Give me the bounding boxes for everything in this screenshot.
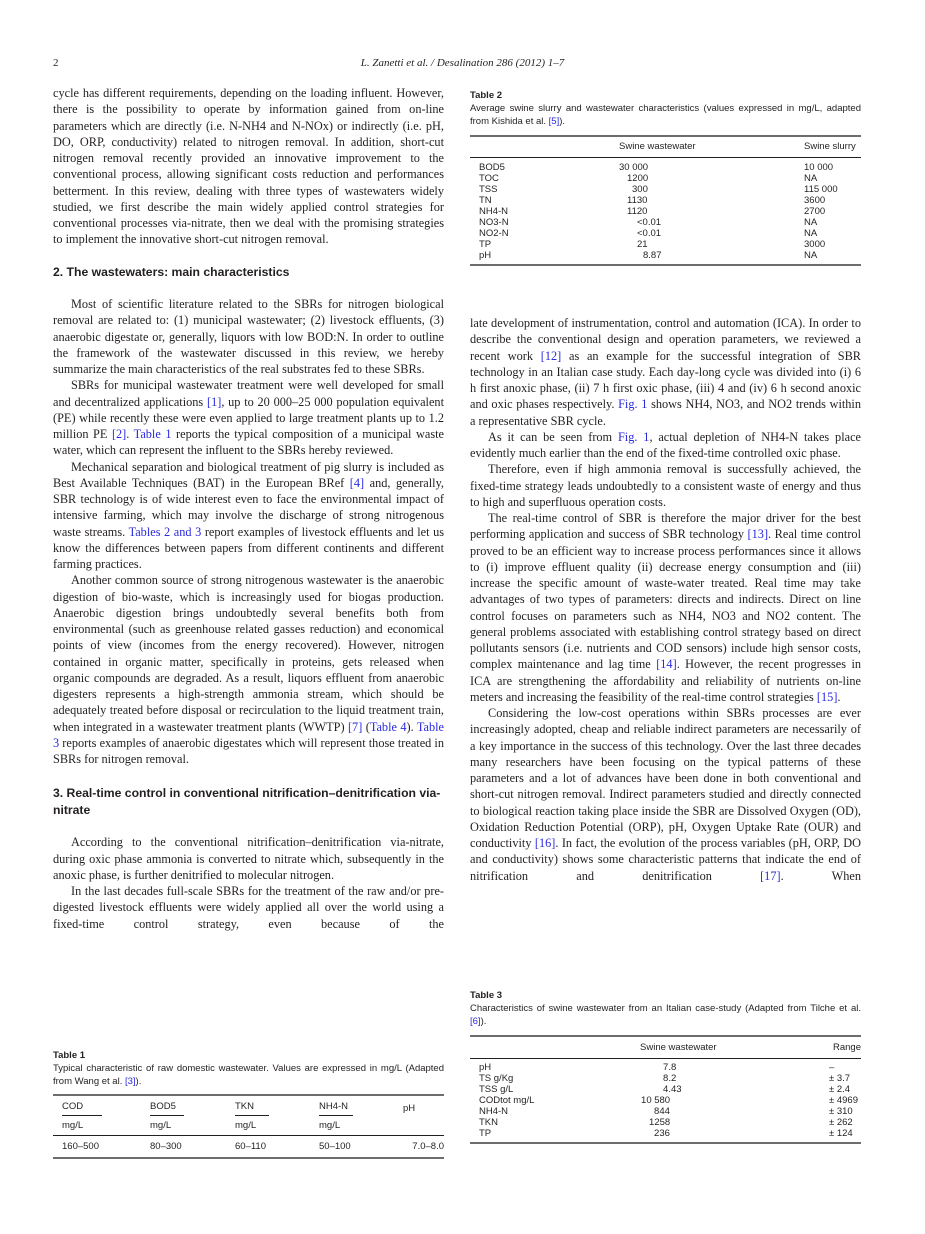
table-1-value: 7.0–8.0 bbox=[412, 1141, 444, 1152]
text: ( bbox=[362, 719, 370, 734]
table-1-unit: mg/L bbox=[150, 1120, 172, 1131]
param: TS g/Kg bbox=[479, 1073, 514, 1084]
slurry-value: NA bbox=[804, 228, 818, 239]
param: BOD5 bbox=[479, 162, 505, 173]
right-paragraph-3: Therefore, even if high ammonia removal is successfully achieved, the fixed-time strategy leads undoubtedly to a consistent waste of energy and thus to high and superfluous operation costs. bbox=[470, 462, 861, 509]
table-link[interactable]: Tables 2 and 3 bbox=[128, 524, 202, 539]
text: ). bbox=[480, 1016, 487, 1027]
param: NH4-N bbox=[479, 1106, 509, 1117]
wastewater-value: 4.43 bbox=[663, 1084, 682, 1095]
table-3-header: Range bbox=[833, 1042, 861, 1053]
section-2-paragraph-4 bbox=[53, 572, 444, 767]
citation-link[interactable]: [17] bbox=[760, 868, 781, 883]
text: Mechanical separation and biological treatment of pig slurry is included as Best Available Techniques (BAT) in the European BRef bbox=[53, 459, 444, 490]
table-1-value: 50–100 bbox=[319, 1141, 351, 1152]
text: Characteristics of swine wastewater from an Italian case-study (Adapted from Tilche et al. bbox=[470, 1003, 861, 1014]
table-3-grid bbox=[470, 1035, 861, 1144]
table-1-header: COD bbox=[62, 1101, 102, 1116]
table-3 bbox=[470, 990, 861, 1144]
text: The real-time control of SBR is therefore the major driver for the best performing application and success of SBR technology bbox=[470, 511, 861, 542]
param: TP bbox=[479, 1128, 492, 1139]
range-value: ± 310 bbox=[829, 1106, 853, 1117]
running-head: L. Zanetti et al. / Desalination 286 (2012) 1–7 bbox=[360, 57, 565, 69]
table-1-header: pH bbox=[403, 1103, 416, 1114]
text: late development of instrumentation, control and automation (ICA). In order to describe the conventional design and operation parameters, we reviewed a recent work bbox=[470, 316, 861, 363]
figure-link[interactable]: Fig. 1 bbox=[617, 429, 650, 444]
table-link[interactable]: Table 3 bbox=[53, 719, 445, 750]
table-1-title: Table 1 bbox=[53, 1050, 86, 1061]
slurry-value: 115 000 bbox=[804, 184, 838, 195]
citation-link[interactable]: [13] bbox=[747, 527, 769, 542]
param: TSS bbox=[479, 184, 498, 195]
param: NH4-N bbox=[479, 206, 509, 217]
right-paragraph-5 bbox=[470, 705, 861, 884]
text: Typical characteristic of raw domestic wastewater. Values are expressed in mg/L (Adapted from Wang et al. bbox=[53, 1063, 444, 1087]
text: Average swine slurry and wastewater characteristics (values expressed in mg/L, adapted from Kishida et al. bbox=[470, 103, 861, 127]
table-row bbox=[470, 173, 861, 184]
section-2-paragraph-3 bbox=[53, 459, 444, 573]
table-1 bbox=[53, 1050, 444, 1159]
table-3-title: Table 3 bbox=[470, 990, 503, 1001]
table-row bbox=[470, 184, 861, 195]
range-value: ± 4969 bbox=[829, 1095, 858, 1106]
page-number: 2 bbox=[53, 57, 59, 69]
section-3-paragraph-2: In the last decades full-scale SBRs for the treatment of the raw and/or pre-digested livestock effluents were widely applied all over the world using a fixed-time control strategy, even because of the bbox=[53, 884, 444, 931]
table-3-header bbox=[470, 1036, 624, 1059]
text: ). bbox=[406, 719, 417, 734]
citation-link[interactable]: [7] bbox=[347, 719, 363, 734]
text: Considering the low-cost operations within SBRs processes are ever increasingly adopted, cheap and reliable indirect parameters are necessarily of a key importance in the success of this technology. Over the last three decades many researchers have been focusing on the typical patterns of these parameters and a lot of advances have been done in both conventional and short-cut nitrogen removal. Indirect parameters studied and directly connected to biological reaction taking place inside the SBR are Dissolved Oxygen (OD), Oxidation Reduction Potential (ORP), pH, Oxygen Uptake Rate (OUR) and conductivity bbox=[470, 706, 861, 850]
section-3-heading: 3. Real-time control in conventional nitrification–denitrification via-nitrate bbox=[53, 786, 441, 817]
text: . When bbox=[780, 868, 861, 883]
citation-link[interactable]: [6] bbox=[470, 1016, 481, 1027]
citation-link[interactable]: [2] bbox=[111, 427, 127, 441]
section-2-heading: 2. The wastewaters: main characteristics bbox=[53, 264, 290, 279]
intro-paragraph: cycle has different requirements, depending on the loading influent. However, there is the possibility to operate by information gained from on-line parameters which are directly (i.e. N-NH4 and N-NOx) or indirectly (i.e. pH, DO, ORP, conductivity) related to nitrogen removal. In addition, short-cut nitrogen removal recently provided an innovative improvement to the conventional process, allowing significant costs reduction and performances betterment. In this review, dealing with three types of wastewaters widely studied, we first describe the main widely applied control strategies for conventional processes via-nitrate, then we deal with the promising strategies to implement the innovative short-cut nitrogen removal. bbox=[53, 86, 444, 247]
table-row bbox=[470, 1106, 861, 1117]
citation-link[interactable]: [16] bbox=[534, 836, 556, 850]
citation-link[interactable]: [3] bbox=[124, 1076, 136, 1087]
wastewater-value: 8.87 bbox=[643, 250, 662, 261]
table-1-value: 60–110 bbox=[235, 1141, 266, 1152]
param: TKN bbox=[479, 1117, 498, 1128]
text: reports examples of anaerobic digestates which will represent those treated in SBRs for nitrogen removal. bbox=[53, 735, 444, 766]
range-value: ± 2.4 bbox=[829, 1084, 851, 1095]
table-1-header: BOD5 bbox=[150, 1101, 184, 1116]
table-row bbox=[470, 1117, 861, 1128]
param: TN bbox=[479, 195, 492, 206]
table-2 bbox=[470, 90, 861, 266]
wastewater-value: 8.2 bbox=[663, 1073, 677, 1084]
slurry-value: NA bbox=[804, 250, 818, 261]
range-value: – bbox=[829, 1062, 835, 1073]
table-row bbox=[470, 1084, 861, 1095]
citation-link[interactable]: [12] bbox=[540, 348, 562, 363]
text: . Real time control proved to be an efficient way to increase process performances since it allows to (i) improve effluent quality (ii) decrease energy consumption and (iii) increase the specific amount of waste-water treated. Real time may take advantages of two types of parameters: directs and indirects. Direct on line control focuses on parameters such as NH4, NO3 and NO2 content. The general problems associated with establishing control strategy based on direct pollutants sensors (i.e. nutrients and COD sensors) include high sensor costs, complex maintenance and lag time bbox=[470, 527, 861, 672]
citation-link[interactable]: [14] bbox=[656, 657, 677, 672]
text: ). bbox=[559, 116, 566, 127]
wastewater-value: 7.8 bbox=[663, 1062, 677, 1073]
table-1-unit: mg/L bbox=[319, 1120, 341, 1131]
table-row bbox=[470, 217, 861, 228]
text: and, generally, SBR technology is of wide interest even to face the environmental impact of intensive farming, which may involve the discharge of strong nitrogenous waste streams. bbox=[53, 475, 444, 539]
text: As it can be seen from bbox=[488, 429, 618, 444]
text: SBRs for municipal wastewater treatment were well developed for small and decentralized applications bbox=[53, 378, 444, 409]
param: NO3-N bbox=[479, 217, 509, 228]
citation-link[interactable]: [5] bbox=[548, 116, 560, 127]
slurry-value: NA bbox=[804, 217, 818, 228]
wastewater-value: 300 bbox=[632, 184, 648, 195]
slurry-value: NA bbox=[804, 173, 818, 184]
table-1-value: 80–300 bbox=[150, 1141, 182, 1152]
table-row bbox=[470, 239, 861, 250]
slurry-value: 3000 bbox=[804, 239, 826, 250]
param: NO2-N bbox=[479, 228, 509, 239]
citation-link[interactable]: [1] bbox=[206, 394, 222, 409]
table-2-header: Swine wastewater bbox=[619, 141, 696, 152]
text: . bbox=[126, 427, 134, 441]
param: pH bbox=[479, 1062, 492, 1073]
citation-link[interactable]: [15] bbox=[816, 689, 838, 704]
table-row bbox=[470, 1095, 861, 1106]
text: shows NH4, NO3, and NO2 trends within a representative SBR cycle. bbox=[470, 397, 861, 428]
param: TSS g/L bbox=[479, 1084, 514, 1095]
table-1-header: NH4-N bbox=[319, 1101, 353, 1116]
table-row bbox=[470, 162, 861, 173]
table-row bbox=[470, 228, 861, 239]
table-row bbox=[470, 1062, 861, 1073]
section-2-paragraph-1: Most of scientific literature related to the SBRs for nitrogen biological removal are related to: (1) municipal wastewater; (2) livestock effluents, (3) anaerobic digestate or, generally, liquors with low BOD:N. In order to outline the framework of the wastewater discussed in this review, we hereby summarize the main characteristics of the real substrates fed to these SBRs. bbox=[53, 297, 444, 376]
table-1-grid bbox=[53, 1094, 444, 1159]
slurry-value: 3600 bbox=[804, 195, 826, 206]
figure-link[interactable]: Fig. 1 bbox=[618, 397, 648, 412]
table-1-unit bbox=[403, 1116, 444, 1136]
table-3-caption bbox=[470, 1002, 861, 1028]
text: report examples of livestock effluents and let us know the differences between papers from different continents and different farming practices. bbox=[53, 524, 445, 571]
range-value: ± 262 bbox=[829, 1117, 853, 1128]
wastewater-value: 844 bbox=[654, 1106, 670, 1117]
table-1-caption bbox=[53, 1062, 444, 1088]
section-3-paragraph-1: According to the conventional nitrification–denitrification via-nitrate, during oxic phase ammonia is converted to nitrate which, subsequently in the anoxic phase, is further denitrified to molecular nitrogen. bbox=[53, 835, 444, 882]
left-column bbox=[53, 85, 444, 932]
wastewater-value: 1200 bbox=[627, 173, 649, 184]
wastewater-value: 10 580 bbox=[641, 1095, 671, 1106]
table-row bbox=[470, 250, 861, 265]
wastewater-value: 236 bbox=[654, 1128, 670, 1139]
table-2-grid bbox=[470, 135, 861, 266]
table-link[interactable]: Table 1 bbox=[133, 427, 172, 441]
table-2-title: Table 2 bbox=[470, 90, 503, 101]
table-row bbox=[470, 206, 861, 217]
table-row bbox=[470, 1073, 861, 1084]
param: CODtot mg/L bbox=[479, 1095, 535, 1106]
text: . In fact, the evolution of the process variables (pH, ORP, DO and conductivity) shows some characteristic patterns that indicate the end of nitrification and denitrification bbox=[470, 836, 861, 883]
table-1-unit: mg/L bbox=[62, 1120, 84, 1131]
right-paragraph-4 bbox=[470, 510, 861, 705]
right-column-text bbox=[470, 315, 861, 884]
table-1-value: 160–500 bbox=[62, 1141, 99, 1152]
table-row bbox=[470, 195, 861, 206]
table-link[interactable]: Table 4 bbox=[369, 719, 407, 734]
text: . However, the recent progresses in ICA are strengthening the affordability and reliability of nutrients on-line meters and increasing the feasibility of the real-time control strategies bbox=[470, 657, 862, 704]
text: , up to 20 000–25 000 population equivalent (PE) while recently these were even applied to large treatment plants up to 1.2 million PE bbox=[53, 394, 445, 441]
text: . bbox=[837, 689, 841, 704]
table-3-header: Swine wastewater bbox=[640, 1042, 717, 1053]
range-value: ± 3.7 bbox=[829, 1073, 851, 1084]
wastewater-value: <0.01 bbox=[637, 228, 662, 239]
right-paragraph-1 bbox=[470, 315, 861, 429]
wastewater-value: 21 bbox=[637, 239, 648, 250]
wastewater-value: 30 000 bbox=[619, 162, 649, 173]
range-value: ± 124 bbox=[829, 1128, 853, 1139]
text: , actual depletion of NH4-N takes place evidently much earlier than the end of the fixed-time controlled oxic phase. bbox=[470, 429, 861, 460]
slurry-value: 2700 bbox=[804, 206, 826, 217]
text: reports the typical composition of a municipal waste water, which can represent the influent to the SBRs hereby reviewed. bbox=[53, 427, 444, 458]
text: as an example for the successful integration of SBR technology in an Italian case study. Each day-long cycle was divided into (i) 6 h first anoxic phase, (ii) 7 h first oxic phase, (iii) 4 and (iv) 6 h second anoxic and oxic phases respectively. bbox=[470, 348, 861, 412]
table-2-header: Swine slurry bbox=[804, 141, 856, 152]
text: ). bbox=[135, 1076, 142, 1087]
wastewater-value: 1258 bbox=[649, 1117, 671, 1128]
wastewater-value: 1130 bbox=[627, 195, 648, 206]
table-1-header: TKN bbox=[235, 1101, 269, 1116]
wastewater-value: <0.01 bbox=[637, 217, 662, 228]
param: pH bbox=[479, 250, 492, 261]
table-2-header bbox=[470, 136, 619, 158]
text: Another common source of strong nitrogenous wastewater is the anaerobic digestion of bio-waste, which is increasingly used for biogas production. Anaerobic digestion brings undoubtedly several benefits both from environmental (such as greenhouse related gasses reduction) and economical points of view (incomes from the energy recovered). However, nitrogen contained in organic matter, specifically in proteins, gets released when organic compounds are degraded. As a result, liquors effluent from anaerobic digesters represents a high-strength ammonia stream, which should be adequately treated before disposal or recirculation to the liquid treatment train, when integrated in a wastewater treatment plants (WWTP) bbox=[53, 573, 444, 734]
param: TOC bbox=[479, 173, 499, 184]
table-2-caption bbox=[470, 102, 861, 128]
slurry-value: 10 000 bbox=[804, 162, 834, 173]
right-paragraph-2 bbox=[470, 429, 861, 462]
param: TP bbox=[479, 239, 492, 250]
table-1-unit: mg/L bbox=[235, 1120, 257, 1131]
wastewater-value: 1120 bbox=[627, 206, 648, 217]
table-row bbox=[470, 1128, 861, 1143]
citation-link[interactable]: [4] bbox=[349, 475, 365, 490]
section-2-paragraph-2 bbox=[53, 377, 444, 458]
